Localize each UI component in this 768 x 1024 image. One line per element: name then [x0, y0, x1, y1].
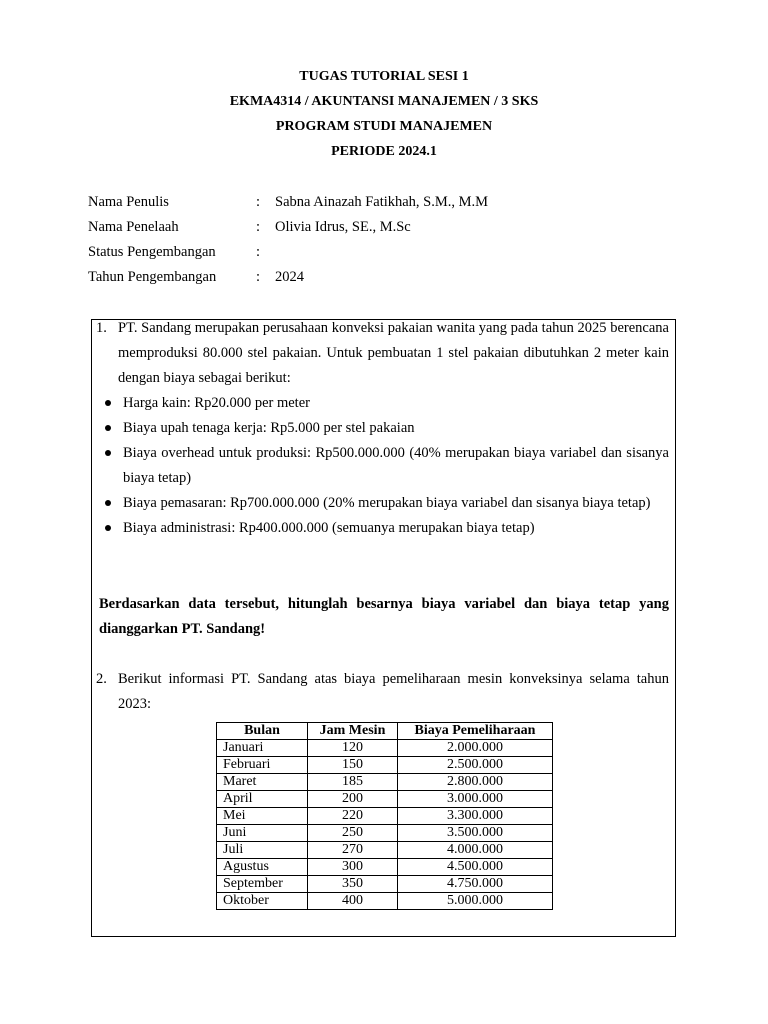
meta-value: 2024 — [275, 269, 304, 285]
question-1-intro: PT. Sandang merupakan perusahaan konveksi pakaian wanita yang pada tahun 2025 berencana memproduksi 80.000 stel pakaian. Untuk pembuatan 1 stel pakaian dibutuhkan 2 meter kain dengan biaya sebagai berikut: — [118, 320, 669, 386]
cell-biaya: 2.000.000 — [398, 740, 553, 757]
cell-bulan: September — [217, 876, 308, 893]
title-line-2: EKMA4314 / AKUNTANSI MANAJEMEN / 3 SKS — [229, 94, 539, 109]
cell-jam: 200 — [308, 791, 398, 808]
table-row — [217, 842, 553, 859]
title-line-4: PERIODE 2024.1 — [331, 144, 437, 159]
cell-bulan: Juli — [217, 842, 308, 859]
cell-jam: 185 — [308, 774, 398, 791]
meta-label: Nama Penelaah — [88, 219, 179, 235]
cell-bulan: Oktober — [217, 893, 308, 910]
cell-jam: 220 — [308, 808, 398, 825]
cell-bulan: Juni — [217, 825, 308, 842]
header-bulan: Bulan — [217, 723, 308, 740]
question-number: 2. — [96, 671, 107, 687]
cell-bulan: Maret — [217, 774, 308, 791]
cell-biaya: 2.800.000 — [398, 774, 553, 791]
meta-separator: : — [256, 194, 261, 210]
table-row — [217, 893, 553, 910]
list-item: Biaya upah tenaga kerja: Rp5.000 per stel pakaian — [96, 416, 669, 441]
cell-bulan: Februari — [217, 757, 308, 774]
meta-label: Tahun Pengembangan — [88, 269, 217, 285]
cell-jam: 120 — [308, 740, 398, 757]
table-row — [217, 808, 553, 825]
cell-biaya: 4.500.000 — [398, 859, 553, 876]
metadata-block — [88, 190, 488, 290]
table-row — [217, 825, 553, 842]
cell-jam: 250 — [308, 825, 398, 842]
cell-bulan: April — [217, 791, 308, 808]
cell-jam: 150 — [308, 757, 398, 774]
maintenance-cost-table — [216, 722, 553, 910]
meta-value: Olivia Idrus, SE., M.Sc — [275, 219, 411, 235]
table-row — [217, 757, 553, 774]
list-item: Biaya administrasi: Rp400.000.000 (semuanya merupakan biaya tetap) — [96, 516, 669, 541]
header-biaya: Biaya Pemeliharaan — [398, 723, 553, 740]
cell-biaya: 3.300.000 — [398, 808, 553, 825]
question-1-instruction: Berdasarkan data tersebut, hitunglah besarnya biaya variabel dan biaya tetap yang dianggarkan PT. Sandang! — [99, 596, 669, 637]
cell-bulan: Agustus — [217, 859, 308, 876]
cell-bulan: Januari — [217, 740, 308, 757]
cell-biaya: 4.000.000 — [398, 842, 553, 859]
meta-label: Status Pengembangan — [88, 244, 216, 260]
meta-row-year — [88, 265, 488, 290]
meta-row-reviewer — [88, 215, 488, 240]
cell-biaya: 5.000.000 — [398, 893, 553, 910]
cell-jam: 300 — [308, 859, 398, 876]
cell-bulan: Mei — [217, 808, 308, 825]
table-row — [217, 774, 553, 791]
title-line-3: PROGRAM STUDI MANAJEMEN — [275, 119, 493, 134]
cell-jam: 400 — [308, 893, 398, 910]
table-header-row — [217, 723, 553, 740]
meta-separator: : — [256, 269, 261, 285]
meta-separator: : — [256, 244, 261, 260]
question-2-intro: Berikut informasi PT. Sandang atas biaya pemeliharaan mesin konveksinya selama tahun 2023: — [118, 671, 669, 712]
cell-biaya: 3.500.000 — [398, 825, 553, 842]
table-row — [217, 791, 553, 808]
cell-jam: 350 — [308, 876, 398, 893]
meta-separator: : — [256, 219, 261, 235]
cell-biaya: 3.000.000 — [398, 791, 553, 808]
cost-list — [96, 391, 669, 541]
meta-value: Sabna Ainazah Fatikhah, S.M., M.M — [275, 194, 489, 210]
question-2 — [96, 667, 669, 717]
table-row — [217, 859, 553, 876]
title-line-1: TUGAS TUTORIAL SESI 1 — [299, 69, 469, 84]
question-1 — [96, 316, 669, 541]
meta-row-status — [88, 240, 488, 265]
table-row — [217, 740, 553, 757]
list-item: Biaya pemasaran: Rp700.000.000 (20% merupakan biaya variabel dan sisanya biaya tetap) — [96, 491, 669, 516]
header-jam-mesin: Jam Mesin — [308, 723, 398, 740]
cell-jam: 270 — [308, 842, 398, 859]
list-item: Harga kain: Rp20.000 per meter — [96, 391, 669, 416]
cell-biaya: 4.750.000 — [398, 876, 553, 893]
cell-biaya: 2.500.000 — [398, 757, 553, 774]
meta-row-author — [88, 190, 488, 215]
table-row — [217, 876, 553, 893]
document-header — [0, 64, 768, 164]
meta-label: Nama Penulis — [88, 194, 169, 210]
list-item: Biaya overhead untuk produksi: Rp500.000.000 (40% merupakan biaya variabel dan sisanya biaya tetap) — [96, 441, 669, 491]
question-number: 1. — [96, 320, 107, 336]
